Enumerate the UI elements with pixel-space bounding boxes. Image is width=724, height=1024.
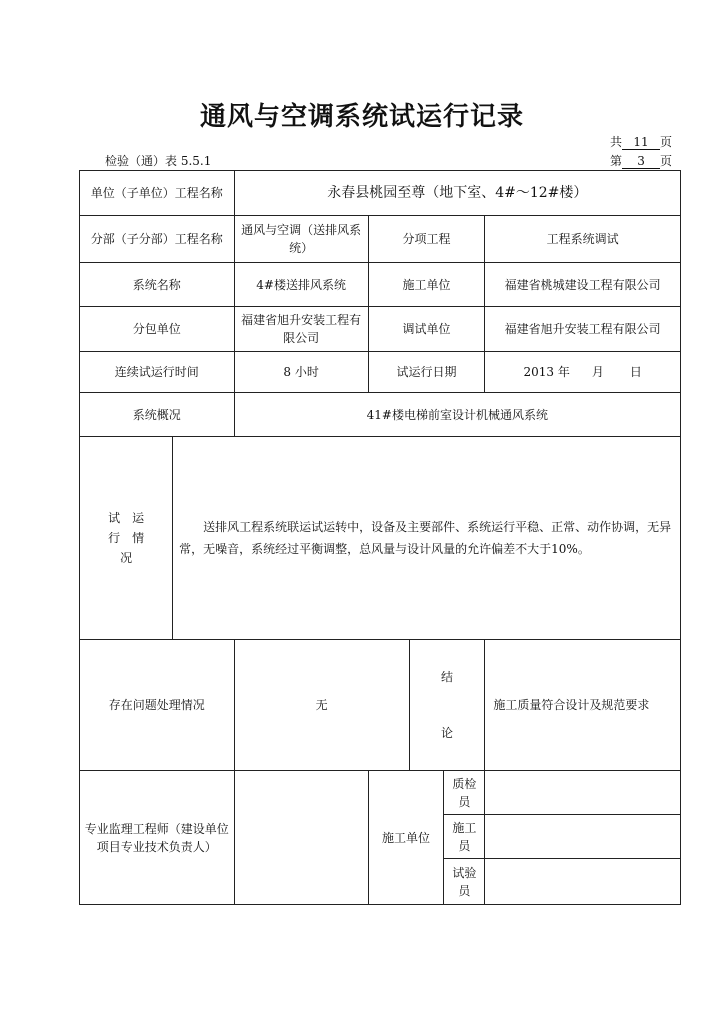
page-number-value: 3 [622, 155, 660, 169]
duration-row [80, 352, 681, 393]
trial-description: 送排风工程系统联运试运转中，设备及主要部件、系统运行平稳、正常、动作协调，无异常，无噪音，系统经过平衡调整，总风量与设计风量的允许偏差不大于10%。 [173, 437, 681, 640]
builder-label: 施工员 [444, 815, 485, 859]
trial-label [80, 437, 173, 640]
issues-row [80, 640, 681, 771]
overview-row [80, 393, 681, 437]
subitem-value: 工程系统调试 [485, 216, 681, 263]
trial-date-day: 日 [629, 365, 642, 379]
overview-label: 系统概况 [80, 393, 235, 437]
page-number [610, 152, 672, 169]
tester-signature [485, 859, 681, 905]
page-total-value: 11 [622, 136, 660, 150]
division-value: 通风与空调（送排风系统） [234, 216, 368, 263]
page-number-suffix: 页 [660, 154, 673, 168]
conclusion-label-bottom: 论 [440, 726, 453, 740]
contractor-value: 福建省桃城建设工程有限公司 [485, 263, 681, 307]
page-title: 通风与空调系统试运行记录 [199, 102, 524, 132]
page-total-suffix: 页 [660, 135, 673, 149]
supervisor-label: 专业监理工程师（建设单位项目专业技术负责人） [80, 771, 235, 905]
record-table [79, 170, 681, 905]
trial-label-line1: 试 运 [108, 511, 145, 525]
project-label: 单位（子单位）工程名称 [80, 171, 235, 216]
overview-value: 41#楼电梯前室设计机械通风系统 [234, 393, 680, 437]
contractor-signoff-label: 施工单位 [368, 771, 444, 905]
project-value: 永春县桃园至尊（地下室、4#～12#楼） [234, 171, 680, 216]
contractor-label: 施工单位 [368, 263, 485, 307]
issues-label: 存在问题处理情况 [80, 640, 235, 771]
inspector-label: 质检员 [444, 771, 485, 815]
tester-label: 试验员 [444, 859, 485, 905]
page-number-prefix: 第 [610, 154, 623, 168]
commissioning-value: 福建省旭升安装工程有限公司 [485, 307, 681, 352]
system-row [80, 263, 681, 307]
division-label: 分部（子分部）工程名称 [80, 216, 235, 263]
conclusion-label-top: 结 [440, 670, 453, 684]
trial-date-year: 2013 年 [523, 365, 570, 379]
commissioning-label: 调试单位 [368, 307, 485, 352]
trial-label-line2: 行 情 [108, 531, 145, 545]
signoff-row-1 [80, 771, 681, 815]
subcontractor-value: 福建省旭升安装工程有限公司 [234, 307, 368, 352]
duration-value: 8 小时 [234, 352, 368, 393]
division-row [80, 216, 681, 263]
project-row [80, 171, 681, 216]
system-value: 4#楼送排风系统 [234, 263, 368, 307]
issues-value: 无 [234, 640, 409, 771]
trial-date-label: 试运行日期 [368, 352, 485, 393]
trial-label-line3: 况 [120, 551, 133, 565]
duration-label: 连续试运行时间 [80, 352, 235, 393]
conclusion-label [409, 640, 485, 771]
conclusion-value: 施工质量符合设计及规范要求 [485, 640, 681, 771]
system-label: 系统名称 [80, 263, 235, 307]
inspector-signature [485, 771, 681, 815]
subcontractor-row [80, 307, 681, 352]
trial-date-value [485, 352, 681, 393]
subcontractor-label: 分包单位 [80, 307, 235, 352]
trial-row [80, 437, 681, 640]
trial-date-month: 月 [591, 365, 604, 379]
page-total-prefix: 共 [610, 135, 623, 149]
page-total [610, 133, 672, 150]
form-number: 检验（通）表 5.5.1 [105, 154, 212, 168]
supervisor-signature [234, 771, 368, 905]
subitem-label: 分项工程 [368, 216, 485, 263]
builder-signature [485, 815, 681, 859]
